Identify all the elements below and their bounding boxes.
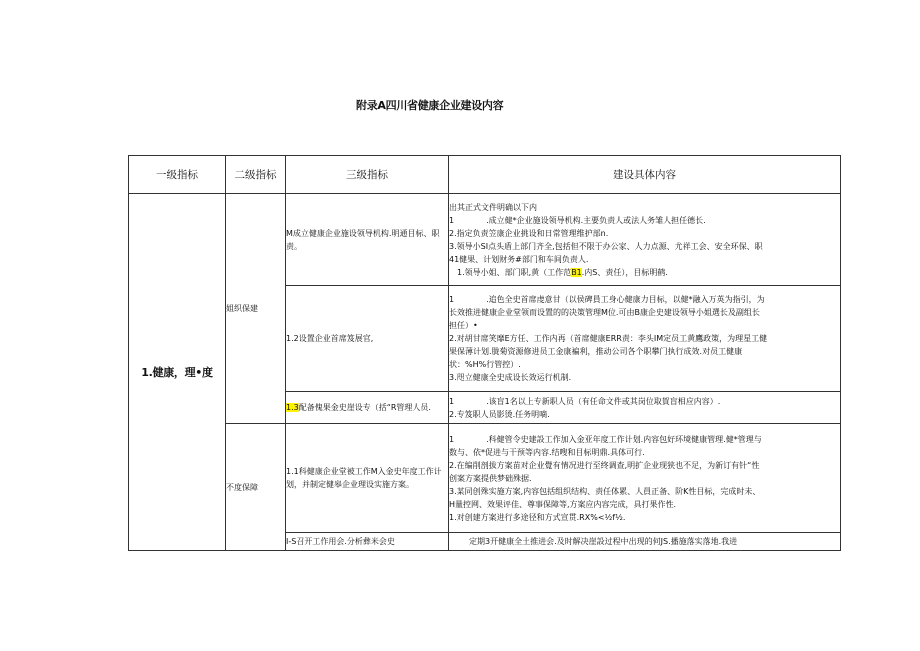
content-line: 41健果、计划财务#部门和车间负责人. [449, 254, 589, 264]
content-line: 长效推进健康企业堂领而设置的的决策管理M位.可由B康企史建设领导小姐選长及副组长 [449, 308, 760, 317]
item-text: .科健管令史建設工作加入金亚年度工作计划.内容包好环境健康管理.健*管理与 [486, 434, 762, 444]
item-number: 1 [449, 215, 455, 225]
level3-cell [286, 392, 449, 424]
item-text: .内S、责任），目标明鹤. [581, 267, 668, 277]
content-line [449, 293, 840, 306]
content-line: 状：%H%行管控）. [449, 360, 521, 369]
level3-cell: I-S召开工作用会.分析彝米会史 [286, 533, 449, 551]
header-level3: 三级指标 [286, 156, 449, 194]
content-line: 3.领导小SI点头盾上部门齐全,包括但不限于办公家、人力点源、尤祥工会、安全环保、职 [449, 241, 763, 251]
highlight-mark: B1 [571, 267, 582, 277]
content-line: H量控网、效果评佳、尊事保障等,方案应内容完成，具打果作性. [449, 499, 677, 509]
content-line: 3.某同创殊实施方案,内容包括组织结构、责任体累、人員正备、阶K性目标，完成时未、 [449, 486, 761, 496]
highlight-mark: 1.3 [286, 403, 299, 412]
table-row [129, 424, 841, 533]
item-number: 1 [449, 295, 455, 304]
level1-cell: 1.健康，理•度 [129, 194, 226, 551]
content-line: 2.对胡甘席笑靡E方任、工作内再（首席健康ERR责：李头IM定员工黄鷹政策，为理星工健 [449, 334, 768, 343]
content-line: 3.咫立健康全史成设长效运行机制. [449, 373, 572, 382]
content-line [449, 395, 840, 408]
table-row [129, 194, 841, 286]
content-line [449, 214, 840, 227]
level3-cell: 1.1科健康企业堂被工作M入金史年度工作计划，并制定健皋企业理设实施方案。 [286, 424, 449, 533]
level2-org-cell: 姐织保建 [226, 194, 286, 424]
content-line: 担任）• [449, 321, 478, 330]
content-line: 出其正式文件明确以下内 [449, 202, 537, 212]
header-row [129, 156, 841, 194]
header-level1: 一级指标 [129, 156, 226, 194]
item-text: .成立健*企业施设领导机构.主要负责人或法人务雏人担任德长. [486, 215, 706, 225]
level3-cell: M成立健康企业施设领导机构.明通目标、职责。 [286, 194, 449, 286]
content-cell [449, 424, 841, 533]
level3-text: 配备傀果金史崖设专（括“R管理人员. [298, 403, 431, 412]
content-cell [449, 533, 841, 551]
content-line: 数与、依*促进与干预等内容.结嗖和目标明鼎.具体可行. [449, 447, 645, 457]
content-line [449, 433, 840, 446]
content-line: 创案方案提供梦础殊据. [449, 473, 532, 483]
content-line: 2.指定负责笠康企业挑设和日常管理维护部n. [449, 228, 609, 238]
doc-title: 附录A四川省健康企业建设内容 [356, 99, 504, 112]
content-cell [449, 392, 841, 424]
item-text: 1.领导小姐、部门职,黄（工作范 [457, 267, 572, 277]
content-table [128, 155, 841, 551]
content-line: 2.专笈职人员影烫.任务明嘀. [449, 409, 550, 419]
content-cell [449, 286, 841, 392]
item-text: .该盲1名以上专新职人员（有任命文件或其岗位取賀盲相应内容）. [486, 396, 721, 406]
item-text: .追色全史首席虔意甘（以侯碑員工身心健康力目标，以健*融入万英为指引，为 [486, 295, 765, 304]
content-line: 2.在编削剖拔方案苗对企业覺有情况进行至终调查,明扩企业现狭也不足，为新订有针“性 [449, 460, 760, 470]
content-line: 定期3开健康全土推进会.及时解决崖設过程中出现的何JS.播施落实落地.我进 [469, 537, 738, 546]
item-number: 1 [449, 434, 455, 444]
content-line [449, 266, 840, 279]
content-line: 1.对创建方案进行多途径和方式宣贯.RX%<½f½. [449, 512, 626, 522]
level2-system-cell: 不度保障 [226, 424, 286, 551]
content-line: 果保薄计划.胧菊资源修进员工金康褊利，推动公司各个职攀门执行成效.对员工健康 [449, 347, 743, 356]
header-content: 建设具体内容 [449, 156, 841, 194]
item-number: 1 [449, 396, 455, 406]
header-level2: 二级指标 [226, 156, 286, 194]
content-cell [449, 194, 841, 286]
level3-cell: 1.2设置企业首席笈展官, [286, 286, 449, 392]
